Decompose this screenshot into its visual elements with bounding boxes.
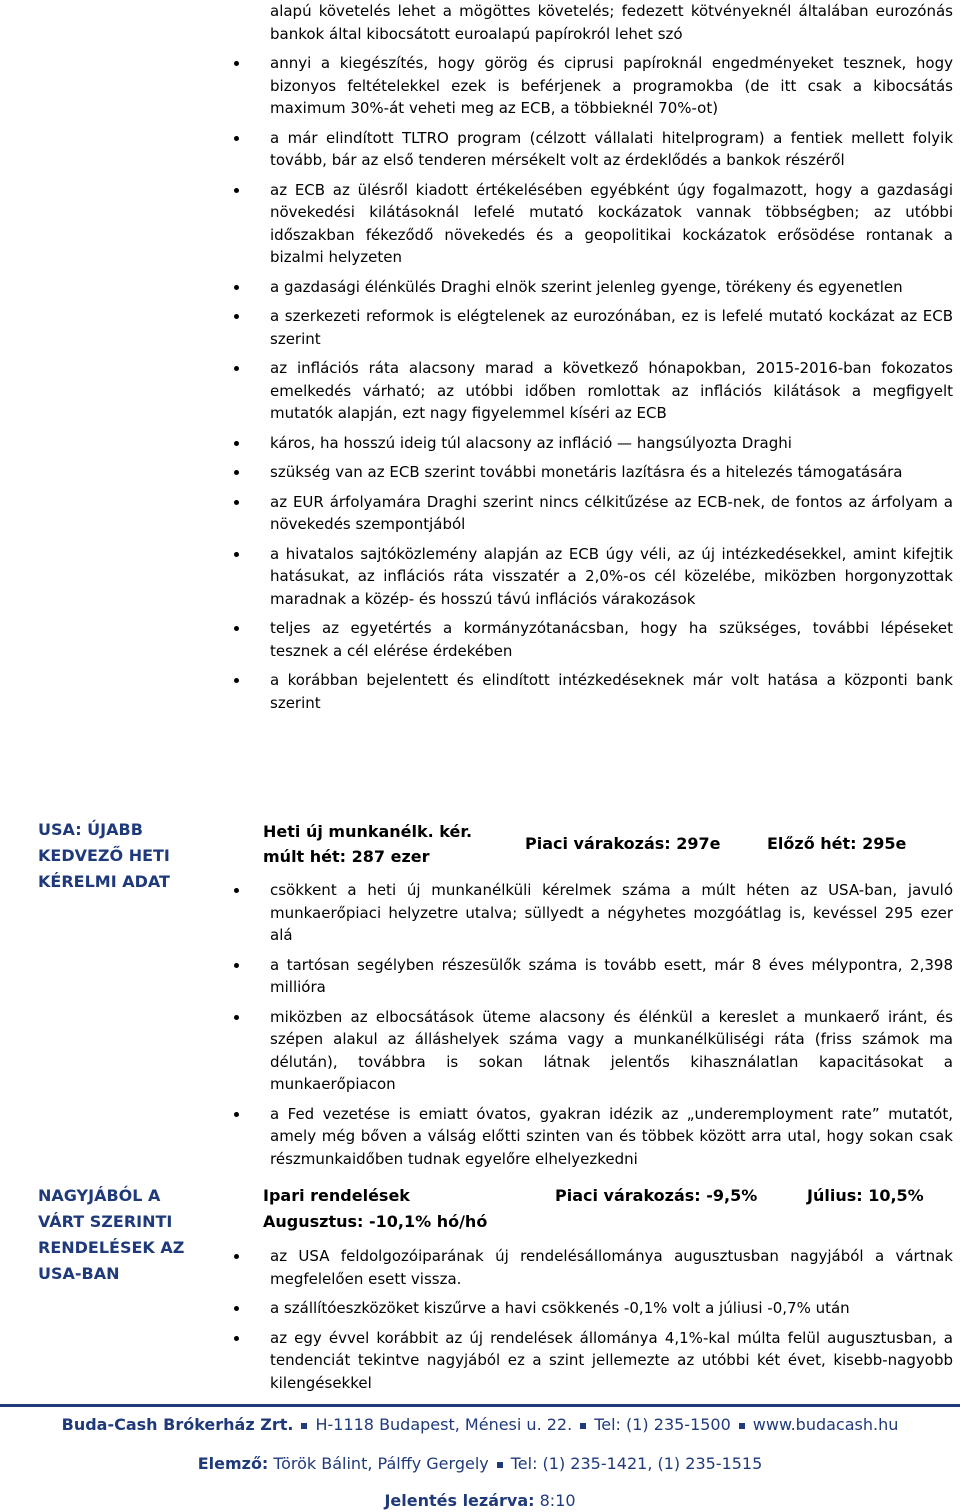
top-bullet-block — [225, 0, 953, 721]
bullet-list-item: szükség van az ECB szerint további monetáris lazításra és a hitelezés támogatására — [225, 461, 953, 484]
bullet-list-item: az inflációs ráta alacsony marad a következő hónapokban, 2015-2016-ban fokozatos emelkedés várható; az utóbbi időben romlottak az inflációs kilátások a megfigyelt mutatók alapján, ezt nagy figyelemmel kíséri az ECB — [225, 357, 953, 425]
bullet-list-item: a gazdasági élénkülés Draghi elnök szerint jelenleg gyenge, törékeny és egyenetlen — [225, 276, 953, 299]
usa-claims-bullets — [225, 879, 953, 1177]
footer-closing-label: Jelentés lezárva: — [384, 1491, 535, 1510]
kpi-claims-last-week: múlt hét: 287 ezer — [263, 847, 430, 866]
footer-separator-icon — [580, 1423, 586, 1429]
footer-company-row — [0, 1414, 960, 1436]
footer-separator-icon — [739, 1423, 745, 1429]
footer-website-link[interactable]: www.budacash.hu — [752, 1415, 899, 1434]
footer-closing-time: 8:10 — [539, 1491, 576, 1510]
footer-address: H-1118 Budapest, Ménesi u. 22. — [315, 1415, 573, 1434]
sidebar-title-factory-orders: NAGYJÁBÓL A VÁRT SZERINTI RENDELÉSEK AZ USA-BAN — [38, 1186, 185, 1283]
bullet-list-item: az USA feldolgozóiparának új rendelésállománya augusztusban nagyjából a vártnak megfelelően esett vissza. — [225, 1245, 953, 1290]
sidebar-title-usa-claims: USA: ÚJABB KEDVEZŐ HETI KÉRELMI ADAT — [38, 820, 170, 891]
footer-closing-row — [0, 1490, 960, 1512]
bullet-list-item: az EUR árfolyamára Draghi szerint nincs célkitűzése az ECB-nek, de fontos az árfolyam a növekedés szempontjából — [225, 491, 953, 536]
bullet-list-item: miközben az elbocsátások üteme alacsony és élénkül a kereslet a munkaerő iránt, és szépen alakul az álláshelyek száma vagy a munkanélküliségi ráta (friss számok ma délután), továbbra is sokan látnak jelentős kihasználatlan kapacitásokat a munkaerőpiacon — [225, 1006, 953, 1096]
footer-divider — [0, 1404, 960, 1407]
footer-separator-icon — [301, 1423, 307, 1429]
footer-analyst-phone: Tel: (1) 235-1421, (1) 235-1515 — [510, 1454, 763, 1473]
bullet-list-item: teljes az egyetértés a kormányzótanácsban, hogy ha szükséges, további lépéseket tesznek a cél elérése érdekében — [225, 617, 953, 662]
bullet-list-item: csökkent a heti új munkanélküli kérelmek száma a múlt héten az USA-ban, javuló munkaerőpiaci helyzetre utalva; süllyedt a négyhetes mozgóátlag is, kevéssel 295 ezer alá — [225, 879, 953, 947]
bullet-list-item: a tartósan segélyben részesülők száma is tovább esett, már 8 éves mélypontra, 2,398 millióra — [225, 954, 953, 999]
usa-claims-list — [225, 879, 953, 1170]
bullet-list-item: a szerkezeti reformok is elégtelenek az eurozónában, ez is lefelé mutató kockázat az ECB szerint — [225, 305, 953, 350]
bullet-list-item: annyi a kiegészítés, hogy görög és ciprusi papíroknál engedményeket tesznek, hogy bizonyos feltételekkel ezek is beférjenek a programokba (de itt csak a kibocsátás maximum 30%-át veheti meg az ECB, a többieknél 70%-ot) — [225, 52, 953, 120]
footer-separator-icon — [497, 1462, 503, 1468]
footer-phone: Tel: (1) 235-1500 — [594, 1415, 731, 1434]
footer-analysts: Török Bálint, Pálffy Gergely — [273, 1454, 489, 1473]
bullet-list-item: az egy évvel korábbit az új rendelések állománya 4,1%-kal múlta felül augusztusban, a tendenciát tekintve nagyjából ez a szint jellemezte az utóbbi két évet, kisebb-nagyobb kilengésekkel — [225, 1327, 953, 1395]
bullet-list-item: alapú követelés lehet a mögöttes követelés; fedezett kötvényeknél általában eurozónás bankok által kibocsátott euroalapú papírokról lehet szó — [270, 2, 953, 43]
bullet-list-item: az ECB az ülésről kiadott értékelésében egyébként úgy fogalmazott, hogy a gazdasági növekedési kilátásoknál lefelé mutató kockázatok vannak többségben; az utóbbi időszakban fékeződő növekedés és a geopolitikai kockázatok erősödése rontanak a bizalmi helyzeten — [225, 179, 953, 269]
orders-list — [225, 1245, 953, 1394]
kpi-orders-august: Augusztus: -10,1% hó/hó — [263, 1212, 488, 1231]
kpi-claims-label: Heti új munkanélk. kér. — [263, 822, 473, 841]
footer-analyst-row — [0, 1453, 960, 1475]
footer-company: Buda-Cash Brókerház Zrt. — [61, 1415, 294, 1434]
footer-analyst-label: Elemző: — [197, 1454, 269, 1473]
bullet-list-item: a szállítóeszközöket kiszűrve a havi csökkenés -0,1% volt a júliusi -0,7% után — [225, 1297, 953, 1320]
orders-bullets — [225, 1245, 953, 1401]
kpi-orders-expected: Piaci várakozás: -9,5% — [555, 1186, 758, 1205]
kpi-claims-expected: Piaci várakozás: 297e — [525, 834, 721, 853]
top-bullet-list — [225, 0, 953, 714]
kpi-claims-previous: Előző hét: 295e — [767, 834, 907, 853]
bullet-list-item: a hivatalos sajtóközlemény alapján az ECB úgy véli, az új intézkedésekkel, amint kifejtik hatásukat, az inflációs ráta visszatér a 2,0%-os cél közelébe, miközben horgonyzottak maradnak a közép- és hosszú távú inflációs várakozások — [225, 543, 953, 611]
bullet-list-item: káros, ha hosszú ideig túl alacsony az infláció — hangsúlyozta Draghi — [225, 432, 953, 455]
bullet-list-item: a már elindított TLTRO program (célzott vállalati hitelprogram) a fentiek mellett folyik tovább, bár az első tenderen mérsékelt volt az érdeklődés a bankok részéről — [225, 127, 953, 172]
bullet-list-item: a korábban bejelentett és elindított intézkedéseknek már volt hatása a központi bank szerint — [225, 669, 953, 714]
kpi-orders-label: Ipari rendelések — [263, 1186, 410, 1205]
kpi-orders-july: Július: 10,5% — [807, 1186, 924, 1205]
bullet-list-item: a Fed vezetése is emiatt óvatos, gyakran idézik az „underemployment rate” mutatót, amely még bőven a válság előtti szinten van és többek között arra utal, hogy sokan csak részmunkaidőben tudnak egyelőre elhelyezkedni — [225, 1103, 953, 1171]
